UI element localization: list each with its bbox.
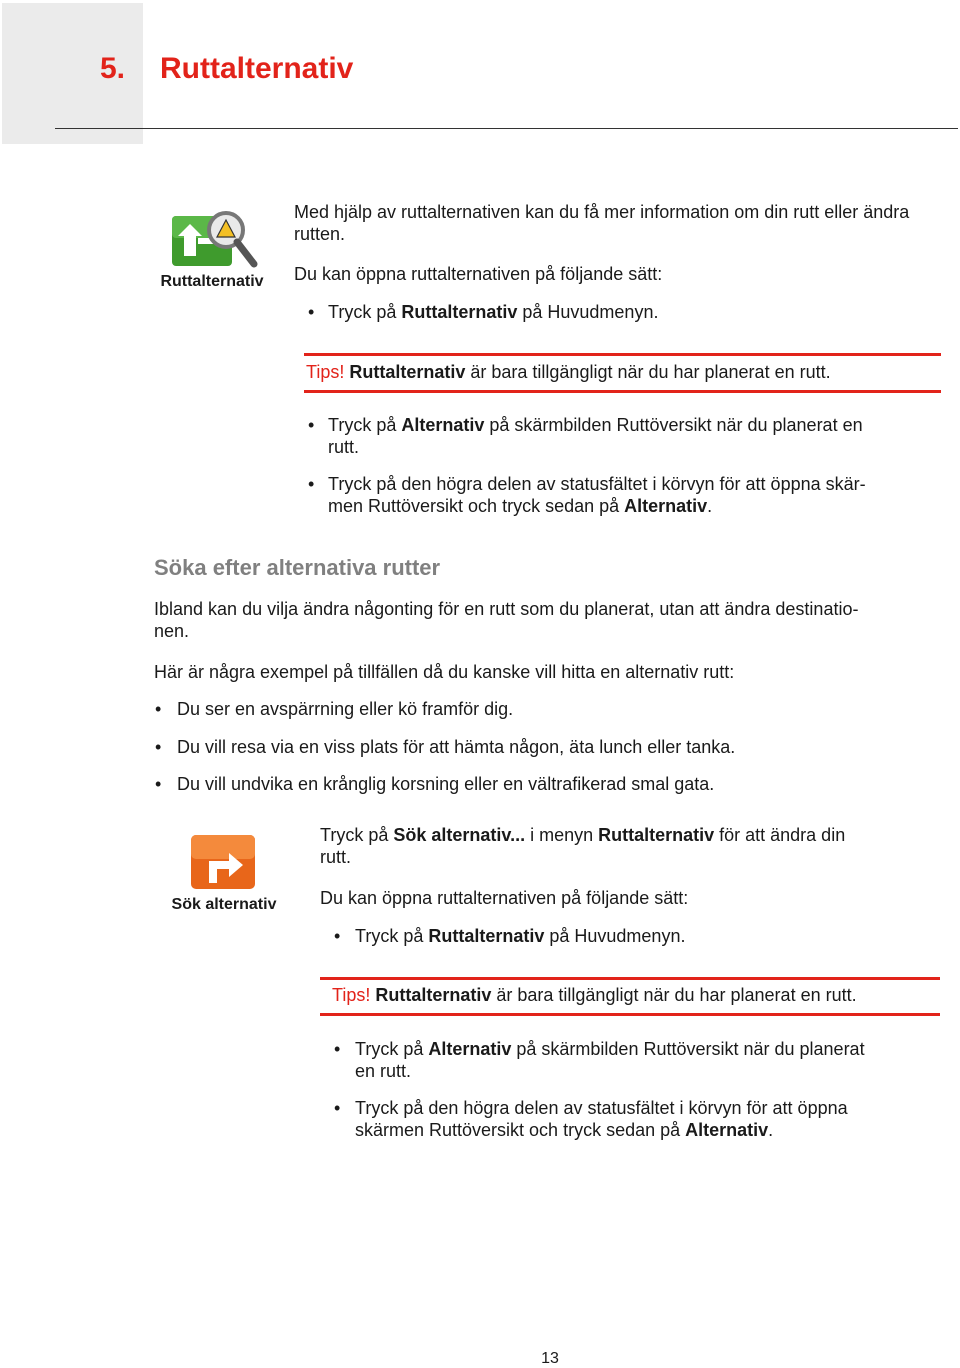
- list-item: Tryck på den högra delen av statusfältet i körvyn för att öppna skär- men Ruttöversikt och tryck sedan på Alternativ.: [328, 474, 866, 516]
- bullet-dot: •: [308, 415, 315, 435]
- bullet-dot: •: [155, 774, 162, 794]
- list-item: Tryck på den högra delen av statusfältet i körvyn för att öppna skärmen Ruttöversikt och tryck sedan på Alternativ.: [355, 1098, 848, 1140]
- tip-rule-bottom: [304, 390, 941, 393]
- route-options-icon-label: Ruttalternativ: [160, 273, 264, 290]
- page-number: 13: [541, 1350, 559, 1367]
- tip-rule-bottom: [320, 1013, 940, 1016]
- bullet-dot: •: [308, 302, 315, 322]
- section-heading: Söka efter alternativa rutter: [154, 555, 441, 580]
- bullet-dot: •: [334, 1039, 341, 1059]
- bullet-dot: •: [308, 474, 315, 494]
- find-alternative-open-text: Du kan öppna ruttalternativen på följande sätt:: [320, 888, 689, 908]
- tip-rule-top: [320, 977, 940, 980]
- list-item: Tryck på Ruttalternativ på Huvudmenyn.: [355, 926, 686, 946]
- find-alternative-icon-label: Sök alternativ: [171, 896, 277, 913]
- tip-text: Tips! Ruttalternativ är bara tillgängligt när du har planerat en rutt.: [306, 362, 831, 382]
- list-item: Du vill undvika en krånglig korsning eller en vältrafikerad smal gata.: [177, 774, 715, 794]
- bullet-dot: •: [155, 737, 162, 757]
- section-paragraph: Ibland kan du vilja ändra någonting för en rutt som du planerat, utan att ändra destinatio- nen.: [154, 599, 859, 641]
- tip-rule-top: [304, 353, 941, 356]
- bullet-dot: •: [155, 699, 162, 719]
- list-item: Tryck på Alternativ på skärmbilden Ruttöversikt när du planerat en rutt.: [355, 1039, 865, 1081]
- route-options-open-text: Du kan öppna ruttalternativen på följande sätt:: [294, 264, 663, 284]
- find-alternative-icon: [189, 833, 259, 891]
- route-options-icon: [170, 208, 258, 270]
- tip-text: Tips! Ruttalternativ är bara tillgängligt när du har planerat en rutt.: [332, 985, 857, 1005]
- list-item: Tryck på Ruttalternativ på Huvudmenyn.: [328, 302, 659, 322]
- list-item: Du vill resa via en viss plats för att hämta någon, äta lunch eller tanka.: [177, 737, 736, 757]
- find-alternative-intro: Tryck på Sök alternativ... i menyn Ruttalternativ för att ändra din rutt.: [320, 825, 846, 867]
- bullet-dot: •: [334, 926, 341, 946]
- list-item: Du ser en avspärrning eller kö framför dig.: [177, 699, 514, 719]
- chapter-divider: [55, 128, 958, 129]
- chapter-title: Ruttalternativ: [160, 52, 354, 85]
- list-item: Tryck på Alternativ på skärmbilden Ruttöversikt när du planerat en rutt.: [328, 415, 863, 457]
- route-options-intro: Med hjälp av ruttalternativen kan du få mer information om din rutt eller ändra rutten.: [294, 202, 910, 244]
- section-paragraph: Här är några exempel på tillfällen då du kanske vill hitta en alternativ rutt:: [154, 662, 735, 682]
- chapter-number: 5.: [100, 52, 126, 85]
- bullet-dot: •: [334, 1098, 341, 1118]
